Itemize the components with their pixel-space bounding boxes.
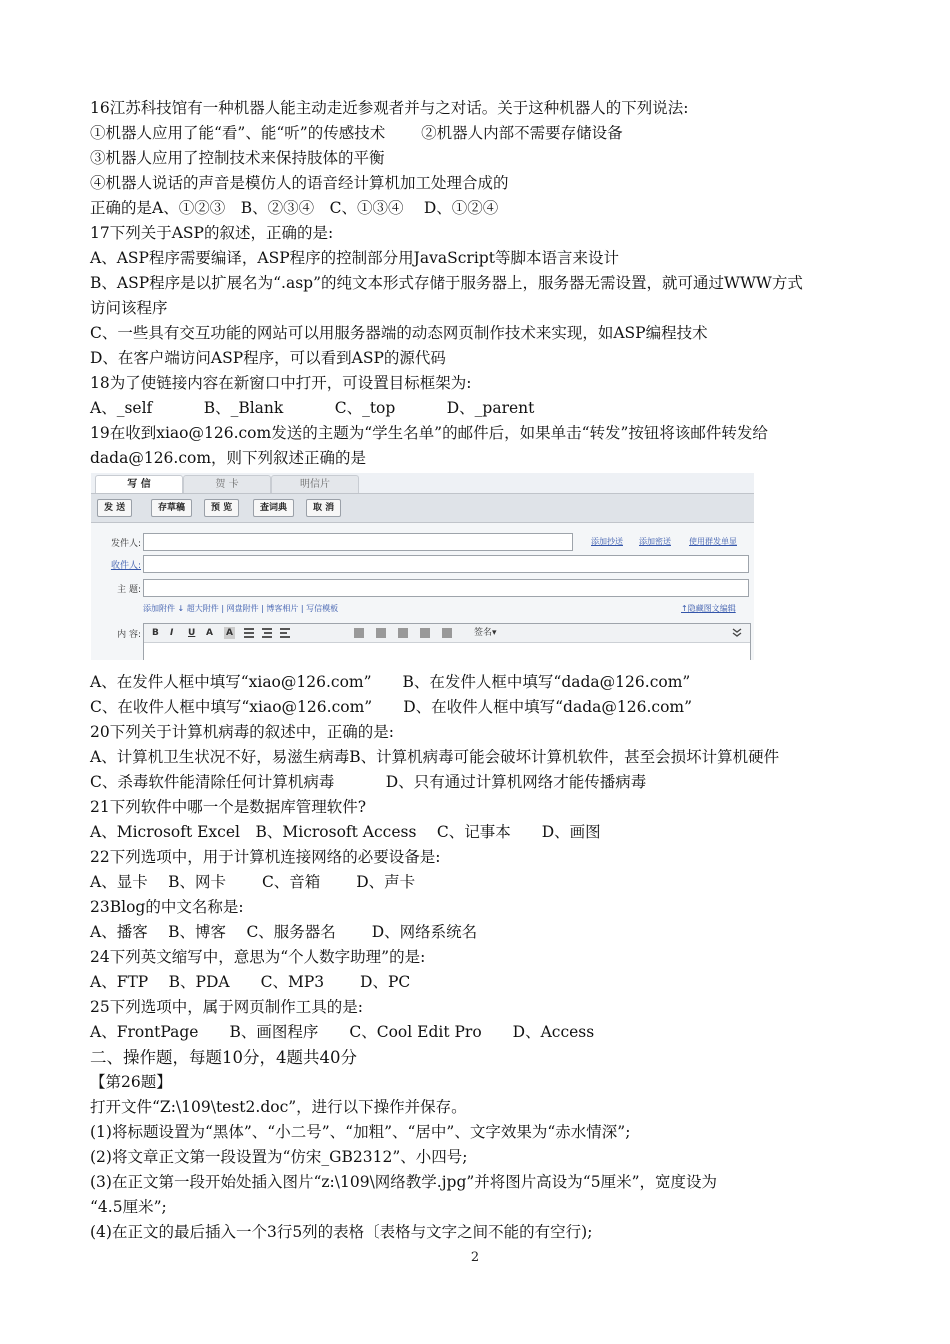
email-compose-screenshot [91, 473, 754, 660]
mail-toolbar [91, 493, 754, 523]
text-line: “4.5厘米”; [90, 1198, 167, 1216]
italic-icon[interactable]: I [170, 628, 174, 638]
text-line: A、Microsoft Excel B、Microsoft Access C、记事本 D、画图 [90, 823, 601, 841]
text-line: 19在收到xiao@126.com发送的主题为“学生名单”的邮件后，如果单击“转发”按钮将该邮件转发给 [90, 424, 768, 442]
insert-icons[interactable] [354, 627, 464, 639]
subject-label: 主 题: [117, 585, 141, 595]
text-line: A、ASP程序需要编译，ASP程序的控制部分用JavaScript等脚本语言来设计 [90, 249, 619, 267]
content-editor[interactable] [143, 623, 751, 660]
text-line: C、在收件人框中填写“xiao@126.com” D、在收件人框中填写“dada@126.com” [90, 698, 693, 716]
content-label: 内 容: [117, 630, 141, 640]
text-line: (3)在正文第一段开始处插入图片“z:\109\网络教学.jpg”并将图片高设为“5厘米”，宽度设为 [90, 1173, 718, 1191]
preview-button[interactable]: 预 览 [204, 499, 239, 517]
text-line: (1)将标题设置为“黑体”、“小二号”、“加粗”、“居中”、文字效果为“赤水情深”; [90, 1123, 631, 1141]
text-line: 23Blog的中文名称是: [90, 898, 244, 916]
tab-card[interactable]: 贺 卡 [183, 475, 271, 494]
cancel-button[interactable]: 取 消 [306, 499, 341, 517]
text-line: ①机器人应用了能“看”、能“听”的传感技术 ②机器人内部不需要存储设备 [90, 124, 623, 142]
mail-tabs [91, 473, 754, 493]
text-line: 21下列软件中哪一个是数据库管理软件? [90, 798, 367, 816]
text-line: A、FTP B、PDA C、MP3 D、PC [90, 973, 411, 991]
text-line: (2)将文章正文第一段设置为“仿宋_GB2312”、小四号; [90, 1148, 468, 1166]
questions-block-bottom [90, 670, 870, 1245]
text-line: ③机器人应用了控制技术来保持肢体的平衡 [90, 149, 385, 167]
text-line: 17下列关于ASP的叙述，正确的是: [90, 224, 334, 242]
text-line: 正确的是A、①②③ B、②③④ C、①③④ D、①②④ [90, 199, 499, 217]
text-line: C、一些具有交互功能的网站可以用服务器端的动态网页制作技术来实现，如ASP编程技术 [90, 324, 708, 342]
bold-icon[interactable]: B [152, 628, 159, 638]
text-line: 打开文件“Z:\109\test2.doc”，进行以下操作并保存。 [90, 1098, 467, 1116]
add-bcc-link[interactable]: 添加密送 [639, 537, 671, 546]
text-line: A、FrontPage B、画图程序 C、Cool Edit Pro D、Access [90, 1023, 595, 1041]
to-field[interactable] [143, 555, 749, 573]
text-line: D、在客户端访问ASP程序，可以看到ASP的源代码 [90, 349, 446, 367]
underline-icon[interactable]: U [188, 628, 196, 638]
text-line: A、播客 B、博客 C、服务器名 D、网络系统名 [90, 923, 478, 941]
mail-form [91, 523, 754, 660]
chevron-down-icon[interactable] [732, 627, 742, 639]
text-line: A、_self B、_Blank C、_top D、_parent [90, 399, 535, 417]
text-line: 22下列选项中，用于计算机连接网络的必要设备是: [90, 848, 441, 866]
from-label: 发件人: [110, 539, 141, 549]
text-line: A、计算机卫生状况不好，易滋生病毒B、计算机病毒可能会破坏计算机软件，甚至会损坏计算机硬件 [90, 748, 780, 766]
text-line: 20下列关于计算机病毒的叙述中，正确的是: [90, 723, 394, 741]
tab-postcard[interactable]: 明信片 [271, 475, 359, 494]
attachment-links[interactable]: 添加附件 ↓ 超大附件 | 网盘附件 | 博客相片 | 写信模板 [143, 604, 339, 613]
text-line: A、在发件人框中填写“xiao@126.com” B、在发件人框中填写“dada@126.com” [90, 673, 691, 691]
send-button[interactable]: 发 送 [97, 499, 132, 517]
to-label[interactable]: 收件人: [110, 561, 141, 571]
font-color-icon[interactable]: A [226, 628, 233, 638]
dictionary-button[interactable]: 查词典 [253, 499, 294, 517]
tab-write[interactable]: 写 信 [95, 475, 183, 494]
editor-toolbar [144, 624, 750, 643]
question-heading: 【第26题】 [90, 1073, 172, 1091]
hide-editor-link[interactable]: ↑隐藏图文编辑 [681, 604, 736, 613]
text-line: C、杀毒软件能清除任何计算机病毒 D、只有通过计算机网络才能传播病毒 [90, 773, 647, 791]
text-line: dada@126.com，则下列叙述正确的是 [90, 449, 367, 467]
text-line: B、ASP程序是以扩展名为“.asp”的纯文本形式存储于服务器上，服务器无需设置，就可通过WWW方式 [90, 274, 803, 292]
from-field[interactable] [143, 533, 573, 551]
add-cc-link[interactable]: 添加抄送 [591, 537, 623, 546]
questions-block-top [90, 96, 870, 471]
text-line: 25下列选项中，属于网页制作工具的是: [90, 998, 363, 1016]
text-line: (4)在正文的最后插入一个3行5列的表格〔表格与文字之间不能的有空行); [90, 1223, 593, 1241]
text-line: 访问该程序 [90, 299, 168, 317]
page-number: 2 [470, 1250, 480, 1265]
subject-field[interactable] [143, 579, 749, 597]
section-heading: 二、操作题，每题10分，4题共40分 [90, 1048, 357, 1067]
font-size-icon[interactable]: A [206, 628, 213, 638]
text-line: 16江苏科技馆有一种机器人能主动走近参观者并与之对话。关于这种机器人的下列说法: [90, 99, 689, 117]
text-line: ④机器人说话的声音是模仿人的语音经计算机加工处理合成的 [90, 174, 509, 192]
text-line: 18为了使链接内容在新窗口中打开，可设置目标框架为: [90, 374, 472, 392]
mass-send-link[interactable]: 使用群发单显 [689, 537, 737, 546]
text-line: 24下列英文缩写中，意思为“个人数字助理”的是: [90, 948, 426, 966]
align-icon[interactable] [244, 627, 304, 639]
text-line: A、显卡 B、网卡 C、音箱 D、声卡 [90, 873, 416, 891]
save-draft-button[interactable]: 存草稿 [151, 499, 192, 517]
signature-dropdown[interactable]: 签名▾ [474, 628, 497, 638]
